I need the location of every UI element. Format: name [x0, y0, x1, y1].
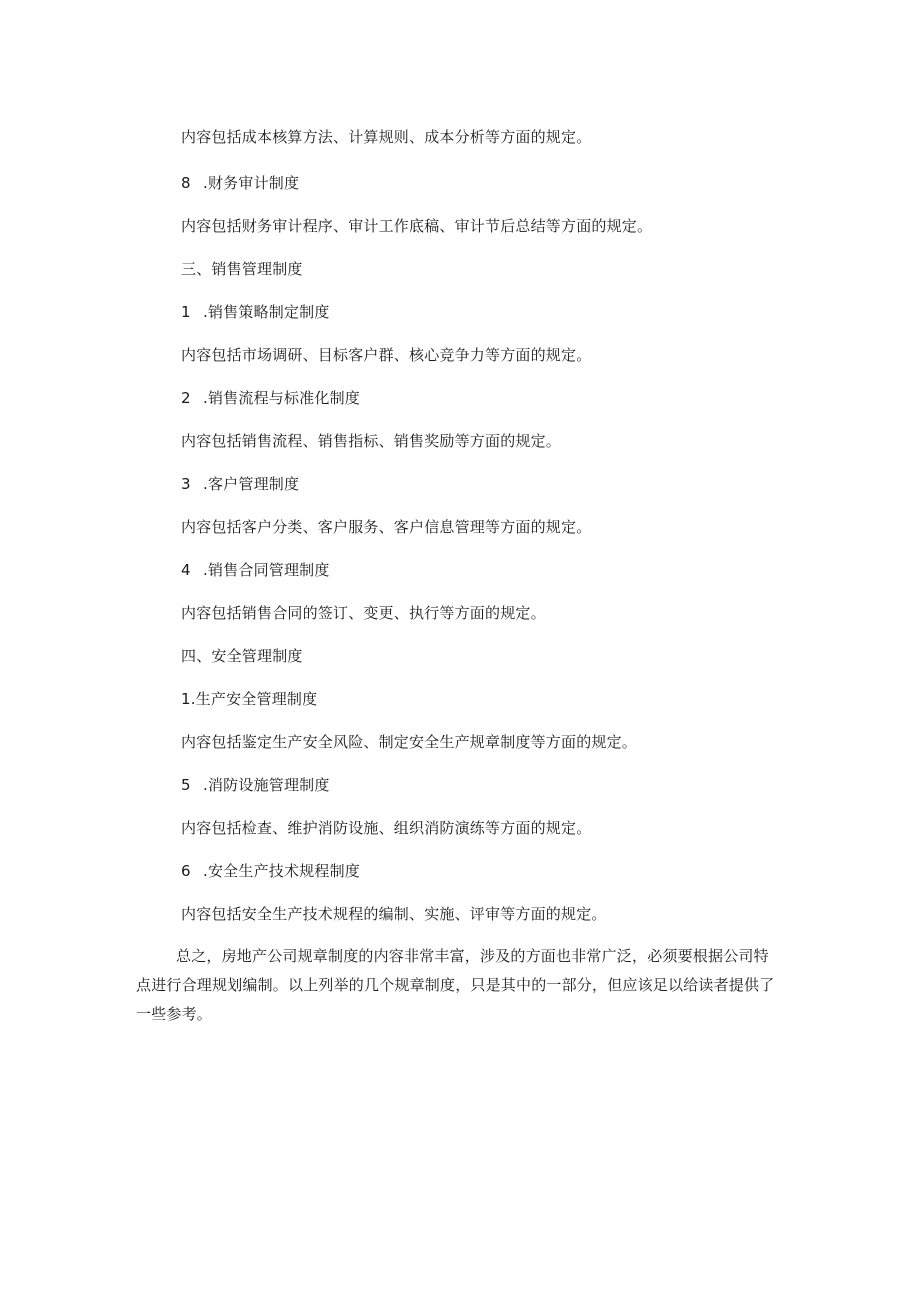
item-title: .销售合同管理制度 [203, 561, 330, 579]
summary-paragraph: 总之，房地产公司规章制度的内容非常丰富，涉及的方面也非常广泛，必须要根据公司特点进行合理规划编制。以上列举的几个规章制度，只是其中的一部分，但应该足以给读者提供了一些参考。 [136, 947, 775, 1023]
item-heading-production-safety: 1.生产安全管理制度 [181, 690, 318, 708]
paragraph-fire-facilities: 内容包括检查、维护消防设施、组织消防演练等方面的规定。 [181, 819, 592, 837]
paragraph-cost-accounting: 内容包括成本核算方法、计算规则、成本分析等方面的规定。 [181, 128, 592, 146]
item-number: 5 [181, 776, 191, 794]
item-title: .销售策略制定制度 [203, 303, 330, 321]
paragraph-customer-management: 内容包括客户分类、客户服务、客户信息管理等方面的规定。 [181, 518, 592, 536]
item-number: 2 [181, 389, 191, 407]
section-heading-safety: 四、安全管理制度 [181, 647, 303, 665]
item-title: .安全生产技术规程制度 [203, 862, 360, 880]
item-title: .消防设施管理制度 [203, 776, 330, 794]
paragraph-sales-strategy: 内容包括市场调研、目标客户群、核心竞争力等方面的规定。 [181, 346, 592, 364]
item-title: .财务审计制度 [203, 174, 300, 192]
paragraph-safety-technical-rules: 内容包括安全生产技术规程的编制、实施、评审等方面的规定。 [181, 905, 607, 923]
section-heading-sales: 三、销售管理制度 [181, 260, 303, 278]
item-number: 1 [181, 303, 191, 321]
item-heading-sales-strategy [181, 302, 330, 322]
item-number: 3 [181, 475, 191, 493]
item-number: 6 [181, 862, 191, 880]
item-number: 4 [181, 561, 191, 579]
paragraph-production-safety: 内容包括鉴定生产安全风险、制定安全生产规章制度等方面的规定。 [181, 733, 638, 751]
item-heading-financial-audit [181, 173, 299, 193]
item-heading-fire-facilities [181, 775, 330, 795]
paragraph-financial-audit: 内容包括财务审计程序、审计工作底稿、审计节后总结等方面的规定。 [181, 217, 653, 235]
item-heading-sales-process [181, 388, 360, 408]
paragraph-sales-contract: 内容包括销售合同的签订、变更、执行等方面的规定。 [181, 604, 546, 622]
item-number: 8 [181, 174, 191, 192]
paragraph-sales-process: 内容包括销售流程、销售指标、销售奖励等方面的规定。 [181, 432, 562, 450]
item-title: .销售流程与标准化制度 [203, 389, 360, 407]
item-title: .客户管理制度 [203, 475, 300, 493]
item-heading-sales-contract [181, 560, 330, 580]
item-heading-customer-management [181, 474, 299, 494]
item-heading-safety-technical-rules [181, 861, 360, 881]
